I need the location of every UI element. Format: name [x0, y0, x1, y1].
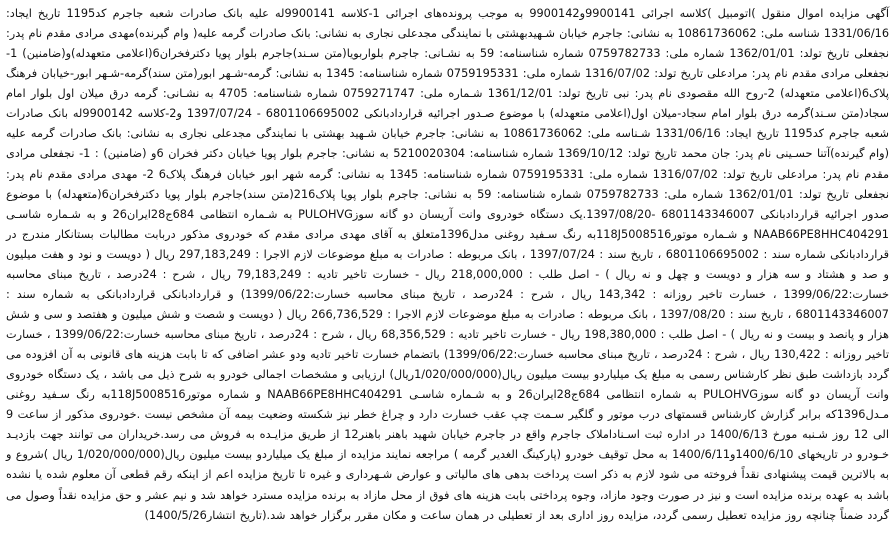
auction-notice-text: آگهی مزایده اموال منقول )اتومبیل )کلاسه اجرائی 9900141و9900142 به موجب پرونده‌های اجرائی 1-کلاسه 9900141له علیه بانک صادرات شعبه جاجرم کد1195 تاریخ ایجاد: 1331/06/16 شناسه ملی: 10861736062 به نشانی: جاجرم خیابان شـهیدبهشتی با نمایندگی مجدعلی نجاری به نشانی: بانک صادرات گرمه علیه( وام گیرنده)مهدی مرادی مقدم نام پدر: نجفعلی تاریخ تولد: 1362/01/01 شماره ملی: 0759782733 شماره شناسنامه: 59 به نشـانی: جاجرم بلواربویا(متن سـند)جاجرم بلوار پویا دکترفخران6(اعلامی متعهدله)و(ضامنین) 1- نجفعلی مرادی مقدم نام پدر: مرادعلی تاریخ تولد: 1316/07/02 شماره ملی: 0759195331 شماره شناسنامه: 1345 به نشانی: گرمه-شـهر ابور(متن سند)گرمه-شـهر ابور-خیابان فرهنگ پلاک6(اعلامی متعهدله) 2-روح الله مقصودی نام پدر: نبی تاریخ تولد: 1361/12/01 شـماره ملی: 0759271747 شماره شناسنامه: 4705 به نشـانی: گرمه درق میلان اول بلوار امام سجاد(متن سـند)گرمه درق بلوار امام سجاد-میلان اول(اعلامی متعهدله) با موضوع صـدور اجرائیه قراردادبانکی 6801106695002 - 1397/07/24 و2-کلاسه 9900142له بانک صادرات شعبه جاجرم کد1195 تاریخ ایجاد: 1331/06/16 شـناسه ملی: 10861736062 به نشانی: جاجرم خیابان شـهید بهشتی با نمایندگی مجدعلی نجاری به نشانی: بانک صادرات گرمه علیه (وام گیرنده)آتنا حسـینی نام پدر: جان محمد تاریخ تولد: 1369/10/12 شماره شناسنامه: 5210020304 به نشانی: جاجرم بلوار پویا خیابان دکتر فخران 6و (ضامنین) : 1- نجفعلی مرادی مقدم نام پدر: مرادعلی تاریخ تولد: 1316/07/02 شماره ملی: 0759195331 شماره شناسنامه: 1345 به نشانی: گرمه شهر ابور خیابان فرهنگ پلاک6 2- مهدی مرادی مقدم نام پدر: نجفعلی تاریخ تولد: 1362/01/01 شماره ملی: 0759782733 شماره شناسنامه: 59 به نشانی: جاجرم بلوار پویا پلاک216(متن سند)جاجرم بلوار پویا دکترفخران6(متعهدله) با موضوع صدور اجرائیه قراردادبانکی 6801143346007 -1397/08/20.یک دستگاه خودروی وانت آریسان دو گانه سوزPULOHVG به شـماره انتظامی 684ج28ایران26 و به شـماره شاسـی NAAB66PE8HHC404291 و شـماره موتور118J5008516به رنگ سـفید روغنی مدل1396متعلق به آقای مهدی مرادی مقدم که خودروی مذکور دربابت مطالبات بستانکار مندرج در قراردادبانکی شماره سند : 6801106695002 ، تاریخ سند : 1397/07/24 ، بانک مربوطه : صادرات به مبلغ موضوعات لازم الاجرا : 297,183,249 ریال ( دویست و نود و هفت میلیون و صد و هشتاد و سه هزار و دویست و چهل و نه ریال ) - اصل طلب : 218,000,000 ریال - خسارت تاخیر تادیه : 79,183,249 ریال ، شرح : 24درصد ، تاریخ مبنای محاسبه خسارت:1399/06/22 ، خسارت تاخیر روزانه : 143,342 ریال ، شرح : 24درصد ، تاریخ مبنای محاسبه خسارت:1399/06/22) و قراردادبانکی قراردادبانکی به شماره سند : 6801143346007 ، تاریخ سند : 1397/08/20 ، بانک مربوطه : صادرات به مبلغ موضوعات لازم الاجرا : 266,736,529 ریال ( دویست و شصت و شش میلیون و هفتصد و سی و شش هزار و پانصد و بیست و نه ریال ) - اصل طلب : 198,380,000 ریال - خسارت تاخیر تادیه : 68,356,529 ریال ، شرح : 24درصد ، تاریخ مبنای محاسبه خسارت:1399/06/22 ، خسارت تاخیر روزانه : 130,422 ریال ، شرح : 24درصد ، تاریخ مبنای محاسبه خسارت:1399/06/22) باتضمام خسارت تاخیر تادیه ودو عشر اضافی که تا بابت هزینه های قانونی به آن افزوده می گردد بازداشت طبق نظر کارشناس رسمی به مبلغ یک میلیاردو بیست میلیون ریال(1/020/000/000ریال) ارزیابی و مشخصات اجمالی خودرو به شرح ذیل می باشد ، یک دستگاه خودروی وانت آریسان دو گانه سوزPULOHVG به شماره انتظامی 684ج28ایران26 و به شـماره شاسـی NAAB66PE8HHC404291 و شماره موتور118J5008516به رنگ سـفید روغنی مـدل1396که برابر گزارش کارشناس قسمتهای درب موتور و گلگیر سـمت چپ عقب خسارت دارد و چراغ خطر نیز شکسته وضعیت بیمه آن مشخص نیست .خودروی مذکور از ساعت 9 الی 12 روز شـنبه مورخ 1400/6/13 در اداره ثبت اسـناداملاک جاجرم واقع در جاجرم خیابان شهید باهنر باهنر12 از طریق مزایـده به فروش می رسد.خریداران می توانند جهت بازدیـد خـودرو در تاریخهای 1400/6/10و1400/6/11 به محل توقیف خودرو (پارکینگ الغدیر گرمه ) مراجعه نمایند مزایده از مبلغ یک میلیاردو بیست میلیون ریال(1/020/000/000 ریال )شروع و به بالاترین قیمت پیشنهادی نقداً فروخته می شود لازم به ذکر است پرداخت بدهی های مالیاتی و عوارض شـهرداری و غیره تا تاریخ مزایده اعم از اینکه رقم قطعی آن معلوم شده یا نشده باشد به عهده برنده مزایده است و نیز در صورت وجود مازاد، وجوه پرداختی بابت هزینه های فوق از محل مازاد به برنده مزایده مسترد خواهد شد و نیم عشر و حق مزایده نقداً وصول می گردد ضمناً چنانچه روز مزایده تعطیل رسمی گردد، مزایده روز اداری بعد از تعطیلی در همان ساعت و مکان مقرر برگزار خواهد شد.(تاریخ انتشار1400/5/26)	[6, 7, 890, 522]
